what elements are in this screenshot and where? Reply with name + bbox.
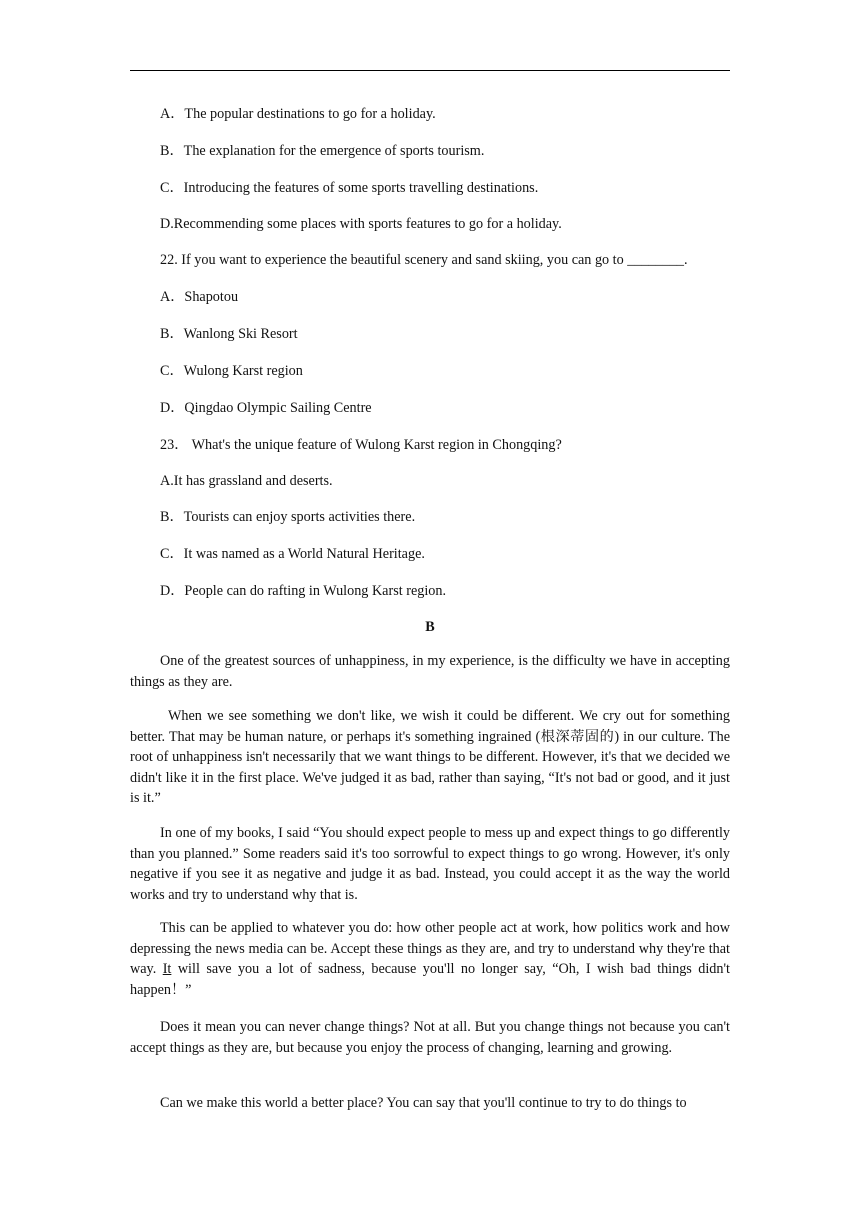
- q23-option-a: A.It has grassland and deserts.: [160, 473, 333, 489]
- q23-option-b: B．Tourists can enjoy sports activities there.: [160, 509, 416, 525]
- q22-option-b: B．Wanlong Ski Resort: [160, 326, 298, 342]
- passage-paragraph-1: One of the greatest sources of unhappiness, in my experience, is the difficulty we have in accepting things as they are.: [130, 653, 730, 690]
- q22-option-d: D．Qingdao Olympic Sailing Centre: [160, 400, 372, 416]
- underlined-word-it: It: [162, 961, 172, 978]
- q21-option-c: C．Introducing the features of some sports travelling destinations.: [160, 180, 539, 196]
- q22-option-c: C．Wulong Karst region: [160, 363, 303, 379]
- passage-paragraph-6: Can we make this world a better place? You can say that you'll continue to try to do things to: [160, 1095, 687, 1111]
- passage-paragraph-5: Does it mean you can never change things? Not at all. But you change things not because you can't accept things as they are, but because you enjoy the process of changing, learning and growing.: [130, 1019, 730, 1056]
- passage-paragraph-4: [130, 918, 730, 1000]
- q21-option-b: B．The explanation for the emergence of sports tourism.: [160, 143, 485, 159]
- section-b-heading: B: [425, 619, 435, 635]
- q21-option-d: D.Recommending some places with sports features to go for a holiday.: [160, 216, 562, 232]
- q23-question: 23． What's the unique feature of Wulong Karst region in Chongqing?: [160, 437, 562, 453]
- q22-option-a: A．Shapotou: [160, 289, 239, 305]
- header-rule: [130, 70, 730, 71]
- passage-paragraph-2: When we see something we don't like, we wish it could be different. We cry out for something better. That may be human nature, or perhaps it's something ingrained (根深蒂固的) in our culture. The root of unhappiness isn't necessarily that we want things to be different. However, it's that we decided we didn't like it in the first place. We've judged it as bad, rather than saying, “It's not bad or good, and it just is it.”: [130, 708, 730, 807]
- q23-option-c: C．It was named as a World Natural Heritage.: [160, 546, 425, 562]
- paragraph-4-text-start: This can be applied to whatever you do: how other people act at work, how politics work and how depressing the news media can be. Accept these things as they are, and try to understand why they're that way.: [130, 920, 730, 978]
- paragraph-4-text-end: will save you a lot of sadness, because you'll no longer say, “Oh, I wish bad things didn't happen！”: [130, 961, 730, 998]
- q21-option-a: A．The popular destinations to go for a holiday.: [160, 106, 436, 122]
- passage-paragraph-3: In one of my books, I said “You should expect people to mess up and expect things to go differently than you planned.” Some readers said it's too sorrowful to expect things to go wrong. However, it's only negative if you see it as negative and judge it as bad. Instead, you could accept it as the way the world works and try to understand why that is.: [130, 825, 730, 903]
- q22-question: 22. If you want to experience the beautiful scenery and sand skiing, you can go to ________.: [160, 252, 688, 268]
- q23-option-d: D．People can do rafting in Wulong Karst region.: [160, 583, 447, 599]
